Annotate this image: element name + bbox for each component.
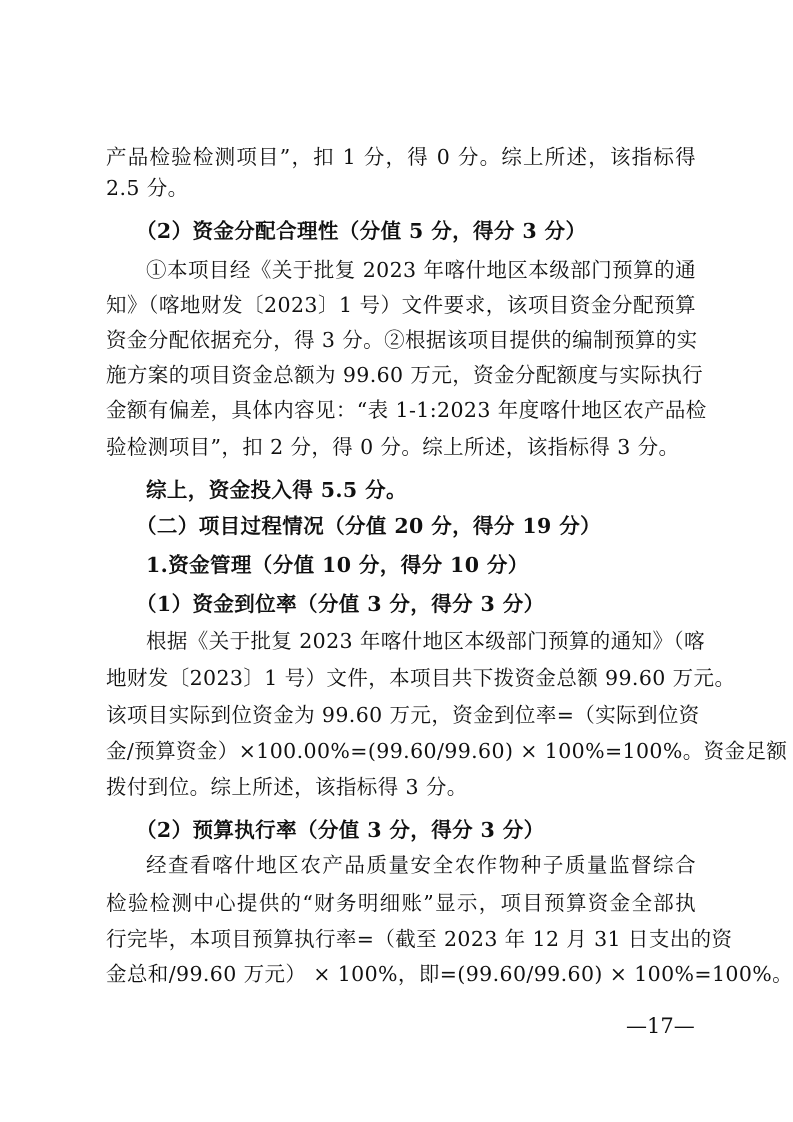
summary-funds-input: 综上，资金投入得 5.5 分。	[146, 478, 407, 502]
paragraph-line-15: 检验检测中心提供的“财务明细账”显示，项目预算资金全部执	[106, 891, 696, 915]
paragraph-line-8: 验检测项目”，扣 2 分，得 0 分。综上所述，该指标得 3 分。	[106, 435, 680, 459]
paragraph-line-11: 该项目实际到位资金为 99.60 万元，资金到位率=（实际到位资	[106, 703, 700, 727]
section-heading-budget-execution-rate: （2）预算执行率（分值 3 分，得分 3 分）	[136, 818, 545, 842]
paragraph-line-13: 拨付到位。综上所述，该指标得 3 分。	[106, 775, 468, 799]
paragraph-line-1: 产品检验检测项目”，扣 1 分，得 0 分。综上所述，该指标得	[106, 145, 696, 169]
section-heading-fund-allocation: （2）资金分配合理性（分值 5 分，得分 3 分）	[136, 219, 587, 243]
page-number: —17—	[626, 1014, 695, 1038]
paragraph-line-5: 资金分配依据充分，得 3 分。②根据该项目提供的编制预算的实	[106, 328, 698, 352]
paragraph-line-6: 施方案的项目资金总额为 99.60 万元，资金分配额度与实际执行	[106, 363, 704, 387]
paragraph-line-3: ①本项目经《关于批复 2023 年喀什地区本级部门预算的通	[146, 258, 696, 282]
paragraph-line-9: 根据《关于批复 2023 年喀什地区本级部门预算的通知》（喀	[146, 629, 705, 653]
paragraph-line-16: 行完毕，本项目预算执行率=（截至 2023 年 12 月 31 日支出的资	[106, 927, 733, 951]
paragraph-line-14: 经查看喀什地区农产品质量安全农作物种子质量监督综合	[146, 853, 696, 877]
paragraph-line-2: 2.5 分。	[106, 176, 189, 200]
section-heading-project-process: （二）项目过程情况（分值 20 分，得分 19 分）	[136, 514, 602, 538]
paragraph-line-10: 地财发〔2023〕1 号）文件，本项目共下拨资金总额 99.60 万元。	[106, 666, 736, 690]
section-heading-fund-arrival-rate: （1）资金到位率（分值 3 分，得分 3 分）	[136, 592, 545, 616]
paragraph-line-4: 知》（喀地财发〔2023〕1 号）文件要求，该项目资金分配预算	[106, 293, 696, 317]
paragraph-line-7: 金额有偏差，具体内容见：“表 1-1:2023 年度喀什地区农产品检	[106, 398, 707, 422]
paragraph-line-17: 金总和/99.60 万元） × 100%，即=(99.60/99.60) × 100%=100%。	[106, 962, 793, 986]
section-heading-fund-management: 1.资金管理（分值 10 分，得分 10 分）	[146, 553, 529, 577]
paragraph-line-12: 金/预算资金）×100.00%=(99.60/99.60) × 100%=100%。资金足额	[106, 739, 788, 763]
